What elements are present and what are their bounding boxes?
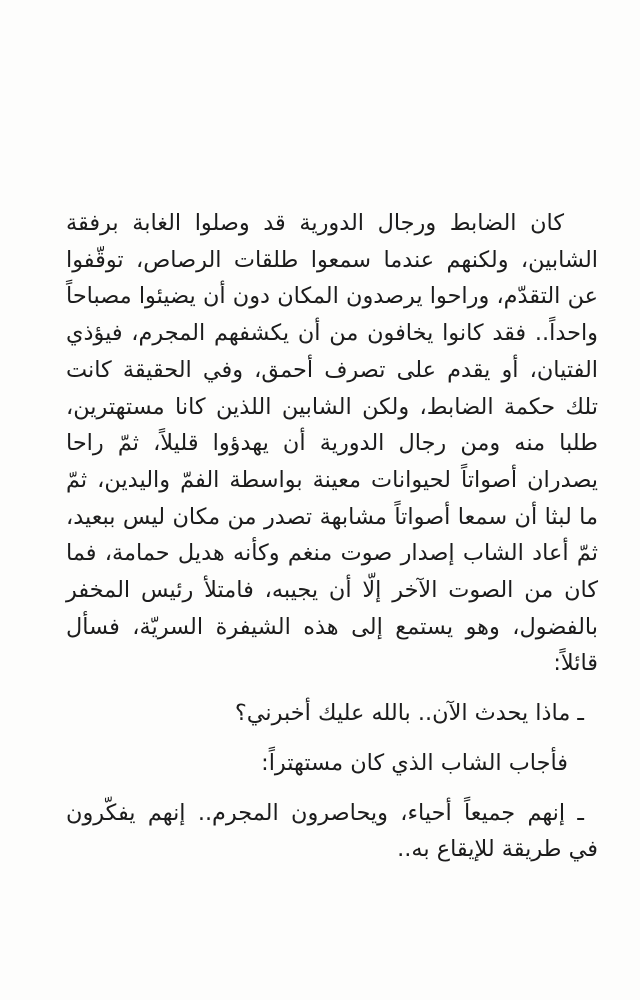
- page-text: [66, 205, 598, 868]
- narration-line: فأجاب الشاب الذي كان مستهتراً:: [261, 749, 568, 776]
- narrative-paragraph: كان الضابط ورجال الدورية قد وصلوا الغابة برفقة الشابين، ولكنهم عندما سمعوا طلقات الرصاص، توقّفوا عن التقدّم، وراحوا يرصدون المكان دون أن يضيئوا مصباحاً واحداً.. فقد كانوا يخافون من أن يكشفهم المجرم، فيؤذي الفتيان، أو يقدم على تصرف أحمق، وفي الحقيقة كانت تلك حكمة الضابط، ولكن الشابين اللذين كانا مستهترين، طلبا منه ومن رجال الدورية أن يهدؤوا قليلاً، ثمّ راحا يصدران أصواتاً لحيوانات معينة بواسطة الفمّ واليدين، ثمّ ما لبثا أن سمعا أصواتاً مشابهة تصدر من مكان ليس ببعيد، ثمّ أعاد الشاب إصدار صوت منغم وكأنه هديل حمامة، فما كان من الصوت الآخر إلّا أن يجيبه، فامتلأ رئيس المخفر بالفضول، وهو يستمع إلى هذه الشيفرة السريّة، فسأل قائلاً:: [66, 210, 598, 677]
- dialogue-line-answer: ـ إنهم جميعاً أحياء، ويحاصرون المجرم.. إنهم يفكّرون في طريقة للإيقاع به..: [66, 799, 598, 863]
- dialogue-line-question: ـ ماذا يحدث الآن.. بالله عليك أخبرني؟: [234, 700, 584, 727]
